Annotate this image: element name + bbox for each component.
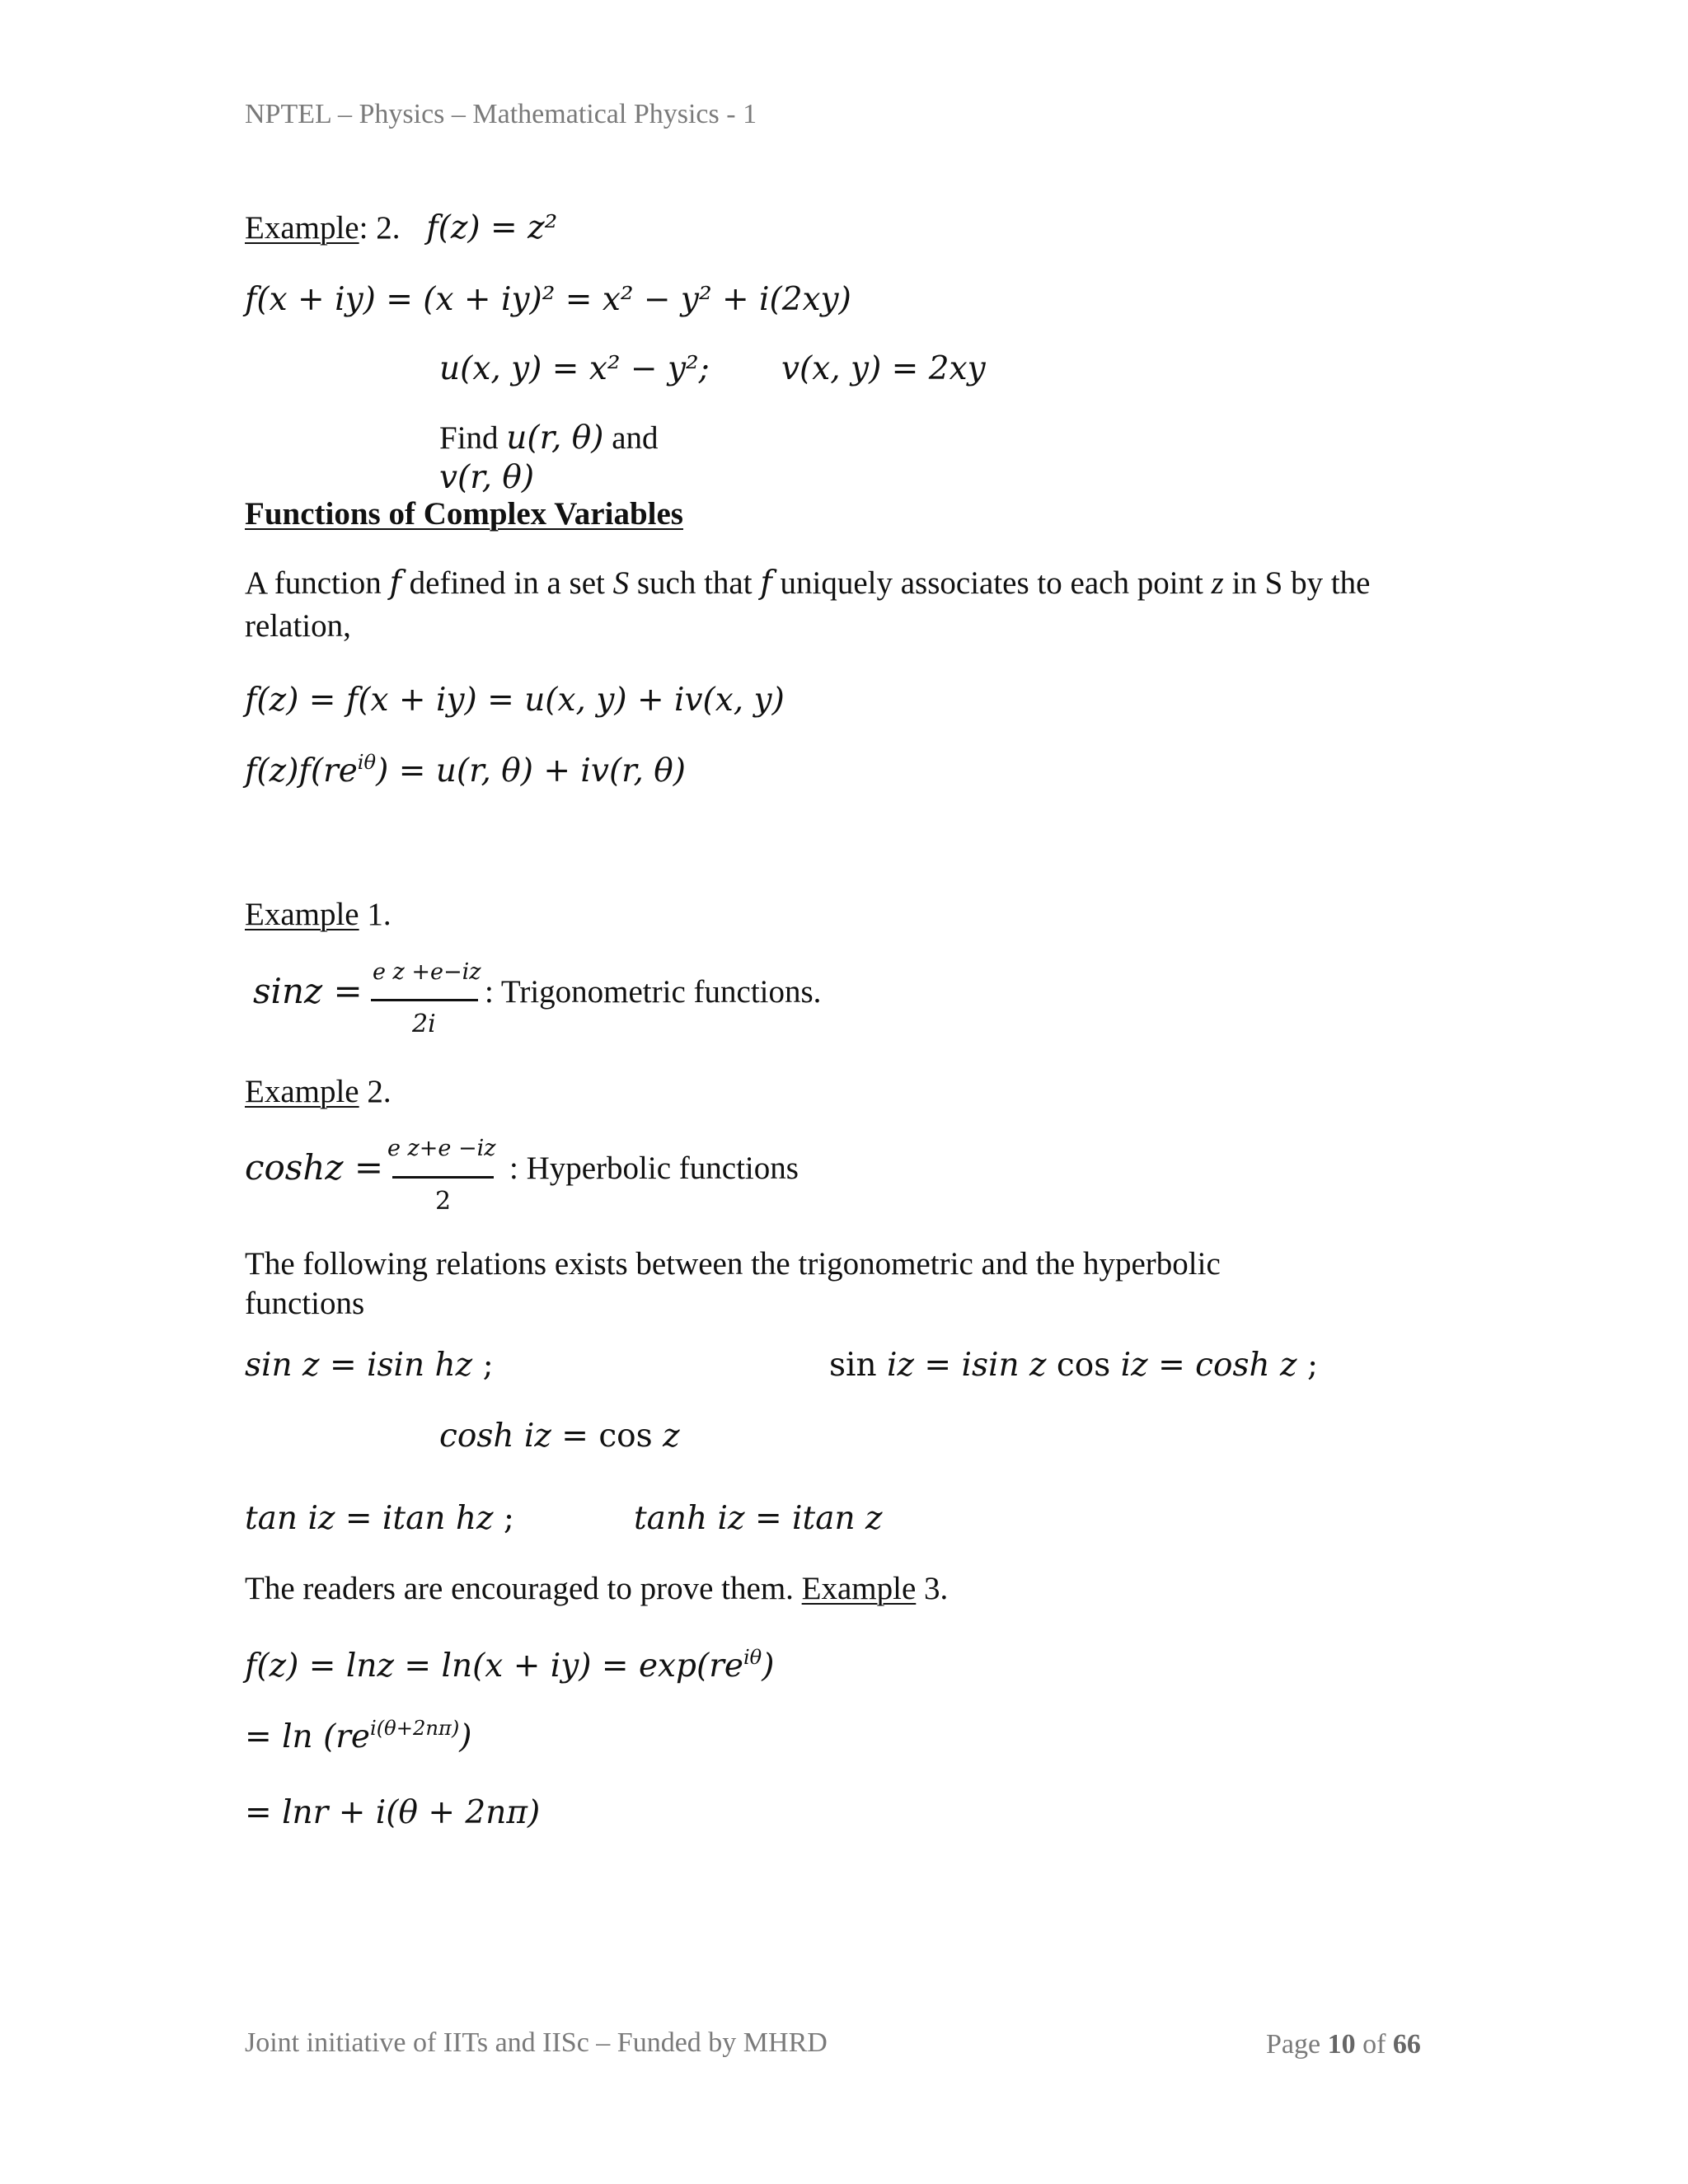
example-heading-2b: [245, 1076, 392, 1108]
example-heading-2a: [245, 209, 558, 246]
relation-sin-cos-iz: sin iz = isin z cos iz = cosh z ;: [829, 1347, 1319, 1384]
example-number: : 2.: [359, 210, 401, 246]
cosh-lhs: coshz =: [245, 1147, 384, 1188]
relation-tan: tan iz = itan hz ;: [245, 1500, 515, 1537]
log-equation-1: $f(z) = \ln z = \ln(x + iy) = \exp(re^{i\theta})$: [245, 1646, 775, 1685]
v-equation: v(x, y) = 2xy: [781, 350, 986, 387]
footer-credit: Joint initiative of IITs and IISc – Funded by MHRD: [245, 2027, 828, 2058]
polar-form-equation: $f(z)f(re^{i\theta}) = u(r$, θ) + iv(r, θ): [245, 751, 687, 790]
example-number: 2.: [359, 1074, 392, 1109]
u-equation: u(x, y) = x² − y²;: [439, 350, 710, 387]
definition-line-2: relation,: [245, 608, 351, 644]
u-polar: u(r, θ): [506, 419, 604, 457]
v-polar: v(r, θ): [439, 459, 535, 496]
sin-fraction-bar: [371, 999, 478, 1001]
example-heading-1: [245, 898, 392, 930]
example-number: 3.: [916, 1571, 949, 1606]
sin-numerator: e z +e−iz: [373, 959, 481, 985]
relation-sin: sin z = isin hz ;: [245, 1347, 494, 1384]
page-header: NPTEL – Physics – Mathematical Physics - 1: [245, 99, 757, 129]
relation-tanh: tanh iz = itan z: [634, 1500, 883, 1537]
sin-denominator: 2i: [412, 1010, 436, 1038]
log-equation-3: = lnr + i(θ + 2nπ): [245, 1794, 541, 1831]
find-word: Find: [439, 420, 507, 456]
cosh-fraction-bar: [392, 1176, 494, 1179]
relations-intro-line-1: The following relations exists between the trigonometric and the hyperbolic: [245, 1246, 1221, 1282]
cosh-denominator: 2: [435, 1187, 452, 1216]
example-expression: f(z) = z²: [426, 209, 558, 246]
find-line-1: [439, 419, 659, 457]
definition-line-1: A function f defined in a set S such that f uniquely associates to each point z in S by the: [245, 565, 1371, 602]
example-label: Example: [245, 1074, 359, 1109]
log-equation-2: = $\ln (re^{i(\theta+2n\pi)})$: [245, 1717, 472, 1755]
example-label: Example: [801, 1571, 917, 1606]
and-word: and: [603, 420, 659, 456]
relation-cosh: cosh iz = cos z: [439, 1418, 680, 1455]
expansion-equation: f(x + iy) = (x + iy)² = x² − y² + i(2xy): [245, 281, 851, 318]
relations-intro-line-2: functions: [245, 1286, 365, 1321]
cosh-numerator: e z+e −iz: [387, 1136, 496, 1161]
example-number: 1.: [359, 897, 392, 932]
cartesian-form-equation: f(z) = f(x + iy) = u(x, y) + iv(x, y): [245, 682, 785, 719]
page-number: Page 10 of 66: [1266, 2029, 1421, 2060]
cosh-description: : Hyperbolic functions: [509, 1151, 799, 1186]
sin-lhs: sinz =: [253, 971, 363, 1011]
readers-note: The readers are encouraged to prove them. Example 3.: [245, 1571, 949, 1606]
example-label: Example: [245, 897, 359, 932]
section-title: Functions of Complex Variables: [245, 496, 683, 532]
example-label: Example: [245, 210, 359, 246]
sin-description: : Trigonometric functions.: [485, 974, 822, 1010]
